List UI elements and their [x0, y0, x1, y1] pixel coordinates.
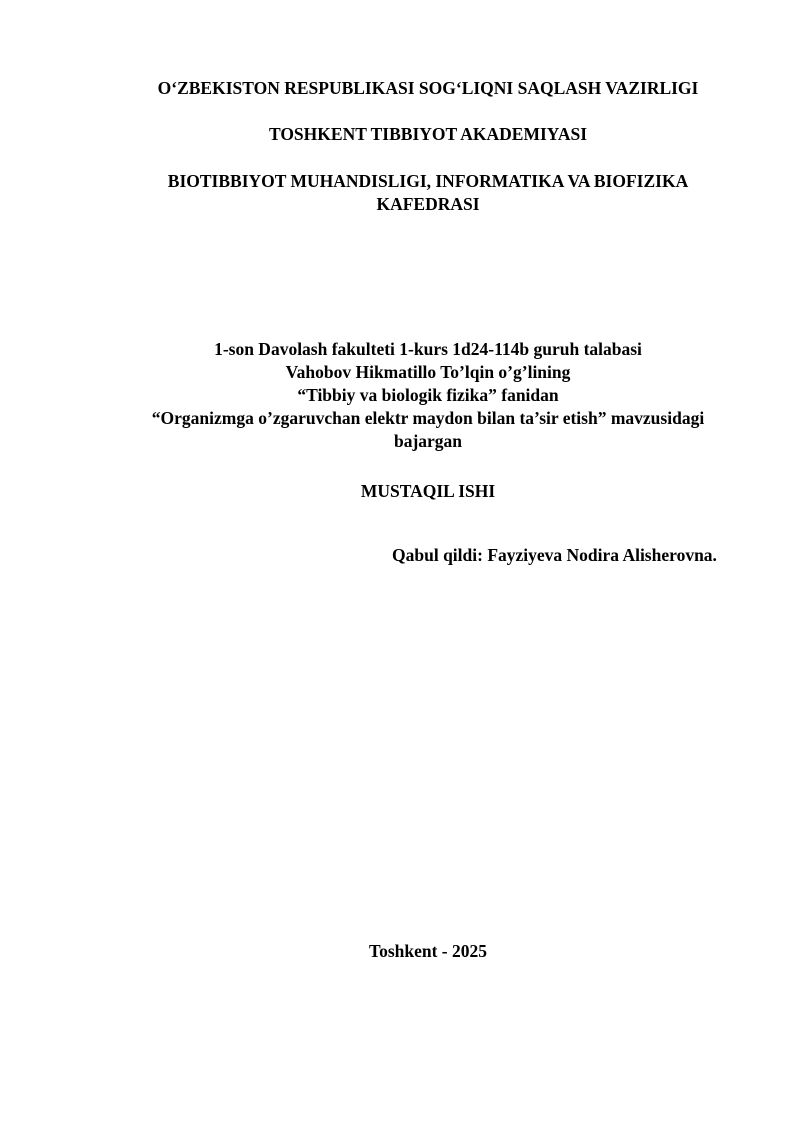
student-info-line: 1-son Davolash fakulteti 1-kurs 1d24-114b guruh talabasi — [214, 339, 642, 359]
topic-line: “Organizmga o’zgaruvchan elektr maydon bilan ta’sir etish” mavzusidagi — [151, 408, 705, 428]
work-title: MUSTAQIL ISHI — [360, 481, 496, 501]
student-name-line: Vahobov Hikmatillo To’lqin o’g’lining — [285, 362, 571, 382]
ministry-heading: O‘ZBEKISTON RESPUBLIKASI SOG‘LIQNI SAQLASH VAZIRLIGI — [157, 78, 699, 98]
topic-line-continued: bajargan — [393, 431, 463, 451]
subject-line: “Tibbiy va biologik fizika” fanidan — [297, 385, 559, 405]
academy-heading: TOSHKENT TIBBIYOT AKADEMIYASI — [268, 124, 588, 144]
city-year-footer: Toshkent - 2025 — [369, 941, 487, 961]
department-heading-line1: BIOTIBBIYOT MUHANDISLIGI, INFORMATIKA VA BIOFIZIKA — [167, 171, 689, 191]
department-heading-line2: KAFEDRASI — [376, 194, 480, 214]
receiver-line: Qabul qildi: Fayziyeva Nodira Alisherovna. — [392, 545, 717, 565]
